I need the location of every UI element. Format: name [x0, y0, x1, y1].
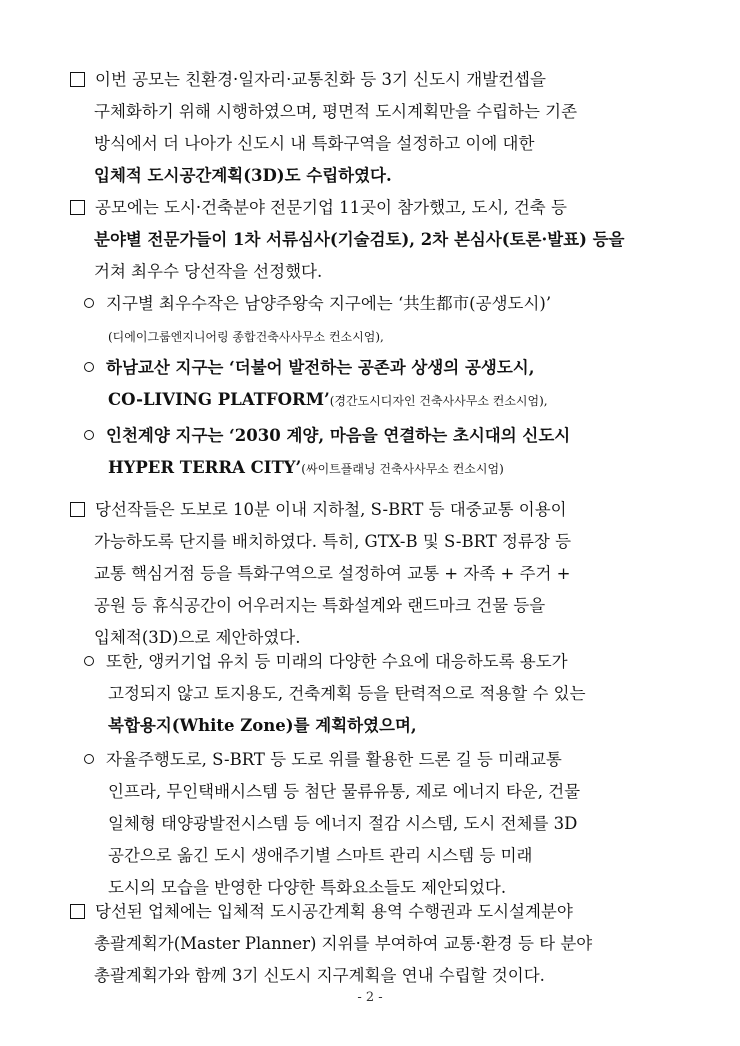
page-number: - 2 -	[357, 990, 383, 1005]
text-line	[70, 256, 670, 288]
text-line	[84, 678, 672, 710]
text-span: 당선된 업체에는 입체적 도시공간계획 용역 수행권과 도시설계분야	[95, 902, 573, 921]
square-bullet-icon	[70, 72, 85, 87]
text-span: 공간으로 옮긴 도시 생애주기별 스마트 관리 시스템 등 미래	[108, 846, 533, 865]
paragraph-selection-process	[70, 192, 670, 288]
text-line	[70, 526, 670, 558]
text-span: 총괄계획가(Master Planner) 지위를 부여하여 교통·환경 등 타 분야	[94, 934, 593, 953]
text-line	[84, 452, 672, 484]
text-line	[70, 960, 670, 992]
text-span: 고정되지 않고 토지용도, 건축계획 등을 탄력적으로 적용할 수 있는	[108, 684, 586, 703]
text-span: 당선작들은 도보로 10분 이내 지하철, S-BRT 등 대중교통 이용이	[95, 500, 567, 519]
square-bullet-icon	[70, 200, 85, 215]
text-span: 입체적(3D)으로 제안하였다.	[94, 628, 301, 647]
text-span: 입체적 도시공간계획(3D)도 수립하였다.	[94, 166, 392, 185]
circle-bullet-icon	[84, 362, 94, 372]
text-span: 복합용지(White Zone)를 계획하였으며,	[108, 716, 417, 735]
paragraph-contest-overview	[70, 64, 670, 192]
text-span: 총괄계획가와 함께 3기 신도시 지구계획을 연내 수립할 것이다.	[94, 966, 545, 985]
circle-bullet-icon	[84, 656, 94, 666]
text-line	[70, 494, 670, 526]
text-line	[70, 96, 670, 128]
circle-bullet-icon	[84, 430, 94, 440]
text-line	[84, 320, 672, 352]
text-span: 하남교산 지구는 ‘더불어 발전하는 공존과 상생의 공생도시,	[106, 358, 535, 377]
text-span: CO-LIVING PLATFORM’	[108, 390, 330, 409]
text-line	[84, 420, 672, 452]
text-line	[84, 744, 672, 776]
text-line	[84, 384, 672, 416]
square-bullet-icon	[70, 502, 85, 517]
winner-namyangju	[84, 288, 672, 352]
paragraph-winner-rights	[70, 896, 670, 992]
text-span: 일체형 태양광발전시스템 등 에너지 절감 시스템, 도시 전체를 3D	[108, 814, 578, 833]
text-line	[70, 224, 670, 256]
text-span: 방식에서 더 나아가 신도시 내 특화구역을 설정하고 이에 대한	[94, 134, 535, 153]
text-line	[70, 896, 670, 928]
text-line	[70, 590, 670, 622]
text-span: 거쳐 최우수 당선작을 선정했다.	[94, 262, 323, 281]
future-tech-note	[84, 744, 672, 904]
text-line	[84, 646, 672, 678]
text-span: 지구별 최우수작은 남양주왕숙 지구에는 ‘共生都市(공생도시)’	[106, 294, 552, 313]
text-span: 인프라, 무인택배시스템 등 첨단 물류유통, 제로 에너지 타운, 건물	[108, 782, 581, 801]
text-line	[70, 128, 670, 160]
text-span: 가능하도록 단지를 배치하였다. 특히, GTX-B 및 S-BRT 정류장 등	[94, 532, 572, 551]
text-span: 교통 핵심거점 등을 특화구역으로 설정하여 교통 + 자족 + 주거 +	[94, 564, 571, 583]
text-line	[70, 64, 670, 96]
paragraph-winning-designs	[70, 494, 670, 654]
text-line	[70, 928, 670, 960]
text-span: (경간도시디자인 건축사사무소 컨소시엄),	[329, 394, 548, 408]
text-span: 도시의 모습을 반영한 다양한 특화요소들도 제안되었다.	[108, 878, 507, 897]
text-line	[84, 808, 672, 840]
text-span: 공원 등 휴식공간이 어우러지는 특화설계와 랜드마크 건물 등을	[94, 596, 546, 615]
text-line	[70, 160, 670, 192]
text-line	[70, 192, 670, 224]
text-line	[84, 352, 672, 384]
text-span: (싸이트플래닝 건축사사무소 컨소시엄)	[301, 462, 504, 476]
text-span: (디에이그룹엔지니어링 종합건축사사무소 컨소시엄),	[108, 330, 384, 344]
square-bullet-icon	[70, 904, 85, 919]
text-span: HYPER TERRA CITY’	[108, 458, 302, 477]
text-span: 구체화하기 위해 시행하였으며, 평면적 도시계획만을 수립하는 기존	[94, 102, 578, 121]
text-line	[70, 558, 670, 590]
text-line	[84, 840, 672, 872]
text-span: 분야별 전문가들이 1차 서류심사(기술검토), 2차 본심사(토론·발표) 등을	[94, 230, 625, 249]
text-line	[84, 710, 672, 742]
winner-incheon	[84, 420, 672, 484]
text-span: 또한, 앵커기업 유치 등 미래의 다양한 수요에 대응하도록 용도가	[106, 652, 568, 671]
text-line	[84, 288, 672, 320]
circle-bullet-icon	[84, 298, 94, 308]
text-span: 자율주행도로, S-BRT 등 도로 위를 활용한 드론 길 등 미래교통	[106, 750, 562, 769]
text-span: 이번 공모는 친환경·일자리·교통친화 등 3기 신도시 개발컨셉을	[95, 70, 546, 89]
winner-hanam	[84, 352, 672, 416]
white-zone-note	[84, 646, 672, 742]
circle-bullet-icon	[84, 754, 94, 764]
text-span: 공모에는 도시·건축분야 전문기업 11곳이 참가했고, 도시, 건축 등	[95, 198, 567, 217]
text-line	[84, 776, 672, 808]
text-span: 인천계양 지구는 ‘2030 계양, 마음을 연결하는 초시대의 신도시	[106, 426, 571, 445]
